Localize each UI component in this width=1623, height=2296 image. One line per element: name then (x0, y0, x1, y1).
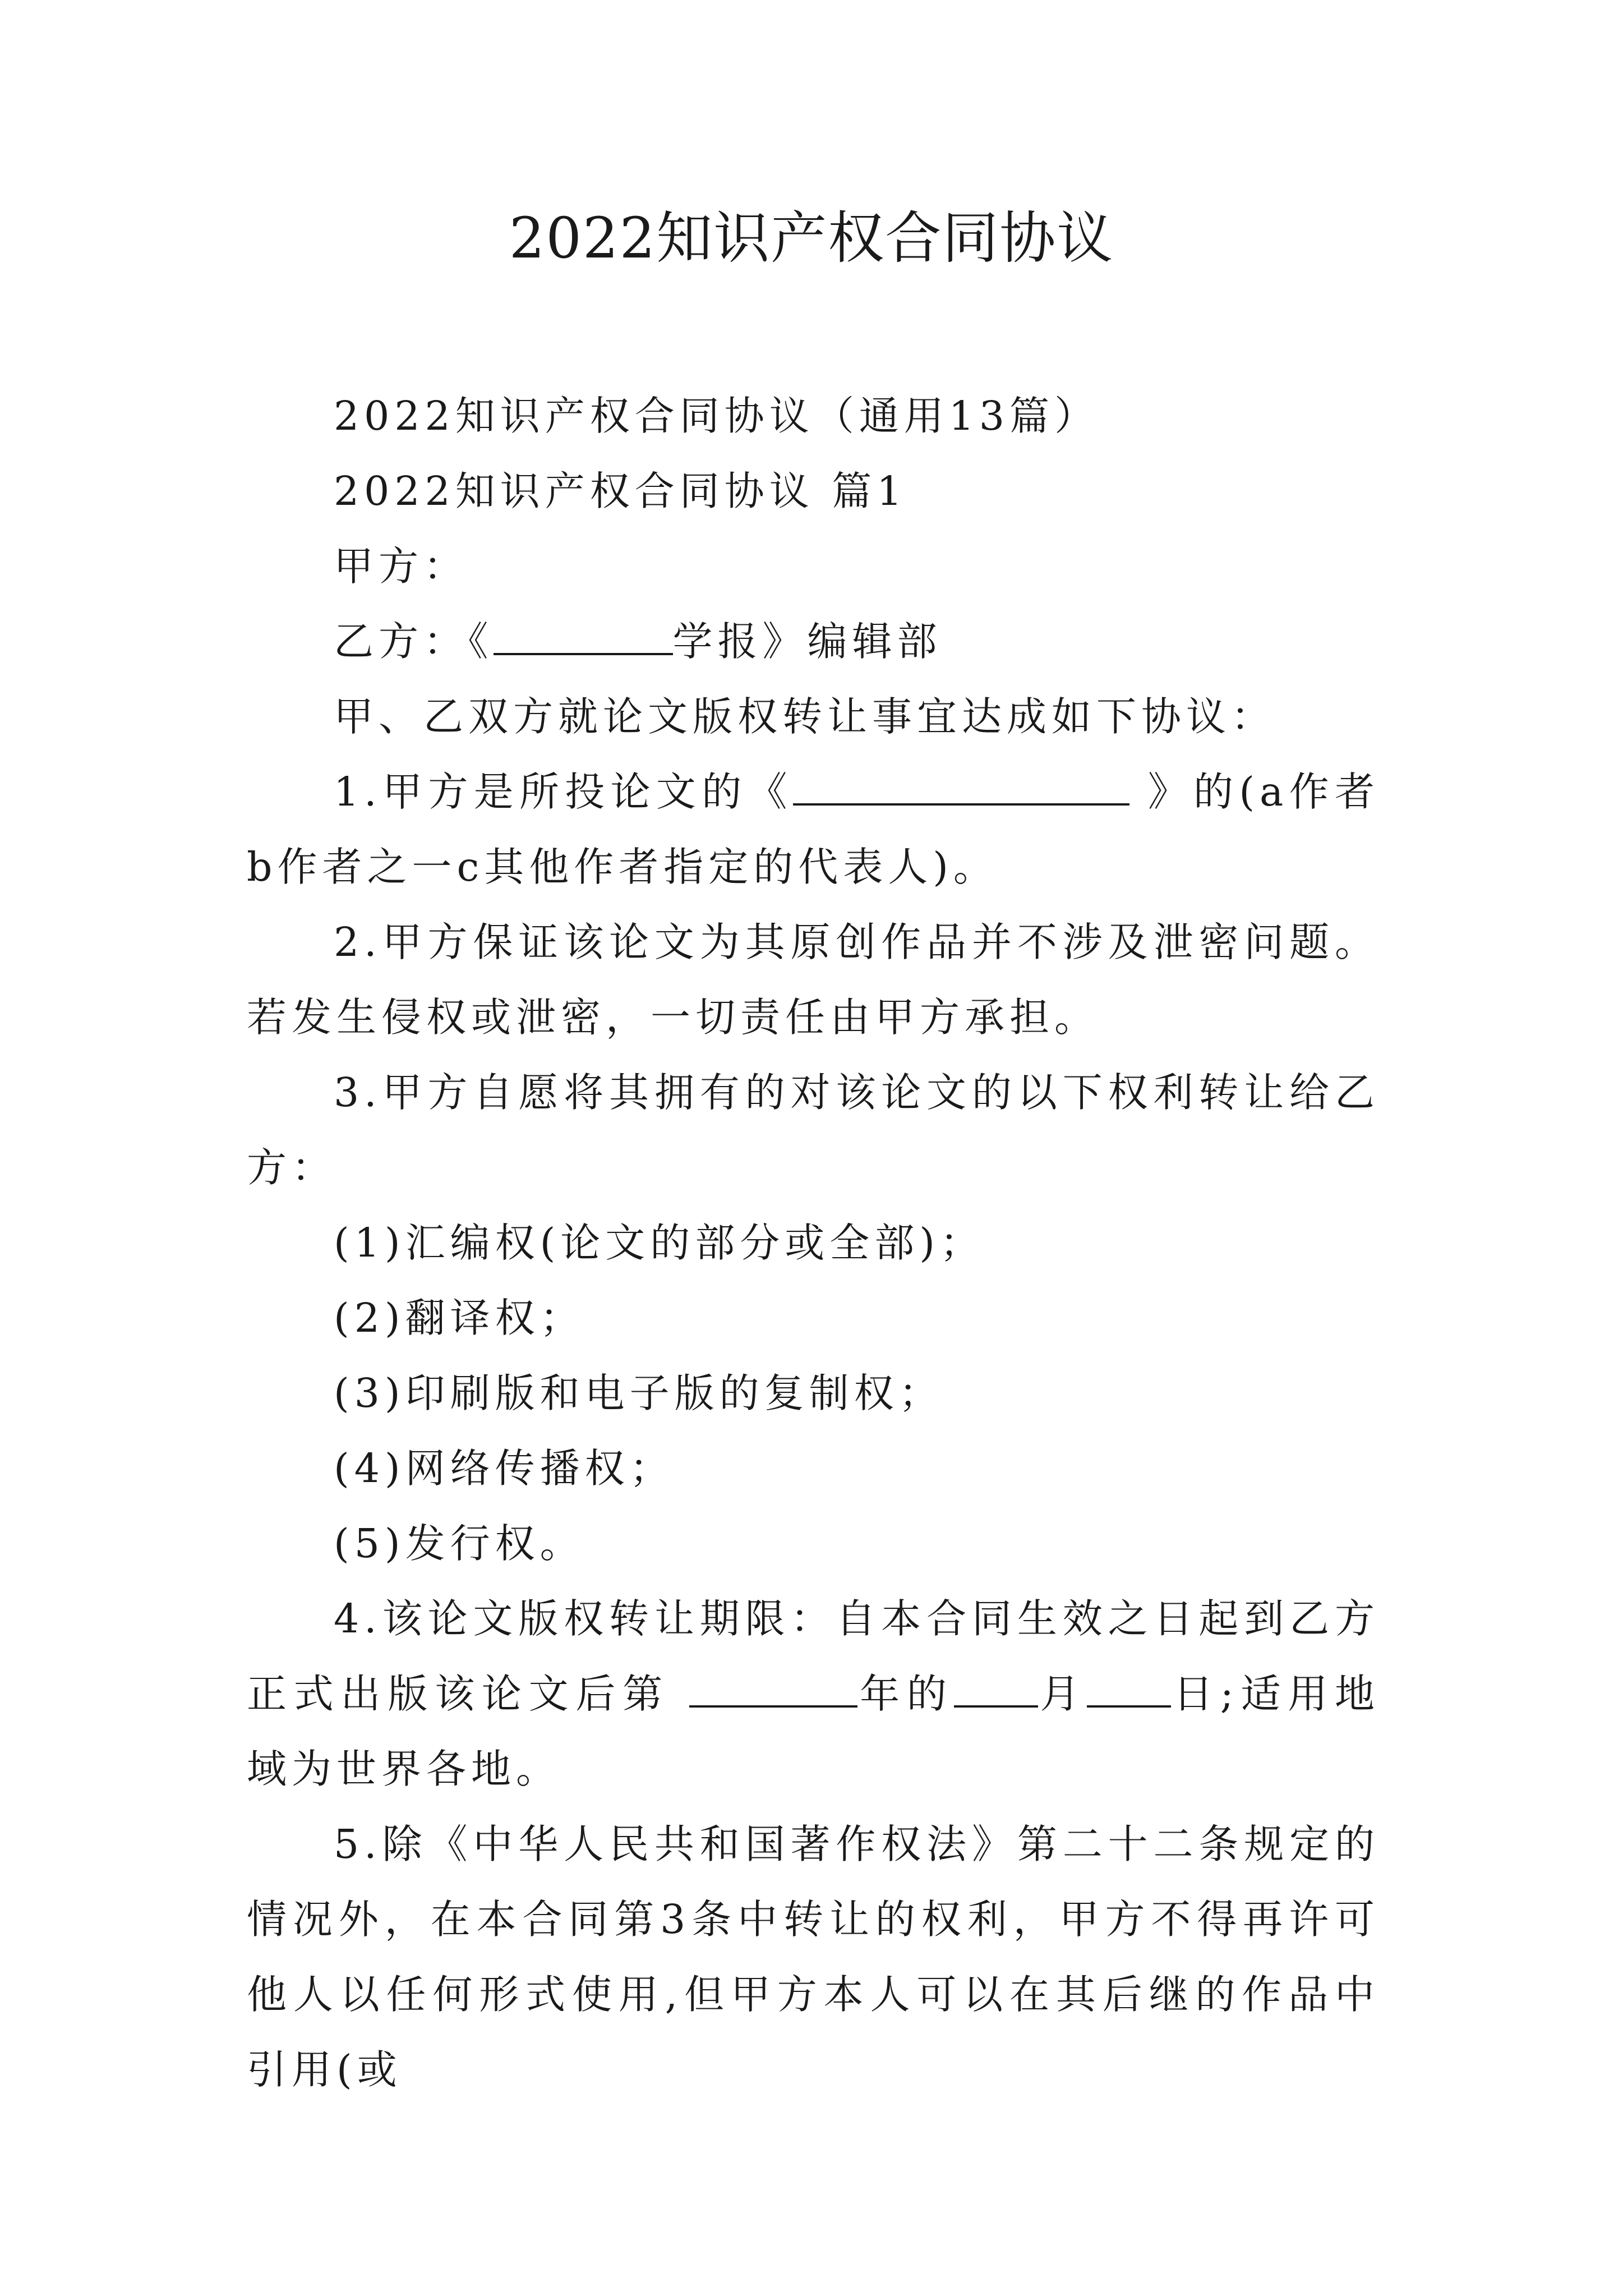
party-b-line (247, 604, 1380, 679)
year-blank (689, 1672, 857, 1708)
document-subtitle: 2022知识产权合同协议（通用13篇） (334, 393, 1100, 439)
clause-2: 2.甲方保证该论文为其原创作品并不涉及泄密问题。若发生侵权或泄密，一切责任由甲方承担。 (247, 919, 1380, 1041)
clause-3: 3.甲方自愿将其拥有的对该论文的以下权利转让给乙方： (247, 1069, 1380, 1191)
clause-1-suffix: 》的(a作者b作者之一c其他作者指定的代表人)。 (247, 769, 1380, 890)
clause-4-part-c: 月 (1038, 1671, 1087, 1717)
right-item: (3)印刷版和电子版的复制权； (334, 1370, 944, 1416)
clause-4-part-a: 4.该论文版权转让期限：自本合同生效之日起到乙方正式出版该论文后第 (247, 1595, 1380, 1717)
party-a-line: 甲方： (334, 543, 469, 590)
clause-1 (247, 754, 1380, 905)
party-b-prefix: 乙方：《 (334, 618, 494, 665)
clause-1-prefix: 1.甲方是所投论文的《 (334, 769, 793, 815)
right-item: (2)翻译权； (334, 1295, 585, 1341)
clause-5: 5.除《中华人民共和国著作权法》第二十二条规定的情况外，在本合同第3条中转让的权利，甲方不得再许可他人以任何形式使用,但甲方本人可以在其后继的作品中引用(或 (247, 1821, 1380, 2093)
clause-4-part-d: 日;适用地域为世界各地。 (247, 1671, 1380, 1792)
right-item: (4)网络传播权； (334, 1445, 675, 1492)
right-item: (5)发行权。 (334, 1520, 585, 1567)
journal-name-blank (494, 619, 673, 655)
document-body (247, 379, 1380, 2108)
clause-4-part-b: 年的 (857, 1671, 954, 1717)
section-heading: 2022知识产权合同协议 篇1 (334, 468, 907, 514)
month-blank (954, 1672, 1038, 1708)
day-blank (1087, 1672, 1171, 1708)
agreement-intro: 甲、乙双方就论文版权转让事宜达成如下协议： (334, 693, 1276, 740)
paper-title-blank (793, 770, 1129, 806)
clause-4 (247, 1581, 1380, 1807)
right-item: (1)汇编权(论文的部分或全部)； (334, 1220, 985, 1266)
document-title: 2022知识产权合同协议 (509, 205, 1114, 271)
party-b-suffix: 学报》编辑部 (672, 618, 942, 665)
